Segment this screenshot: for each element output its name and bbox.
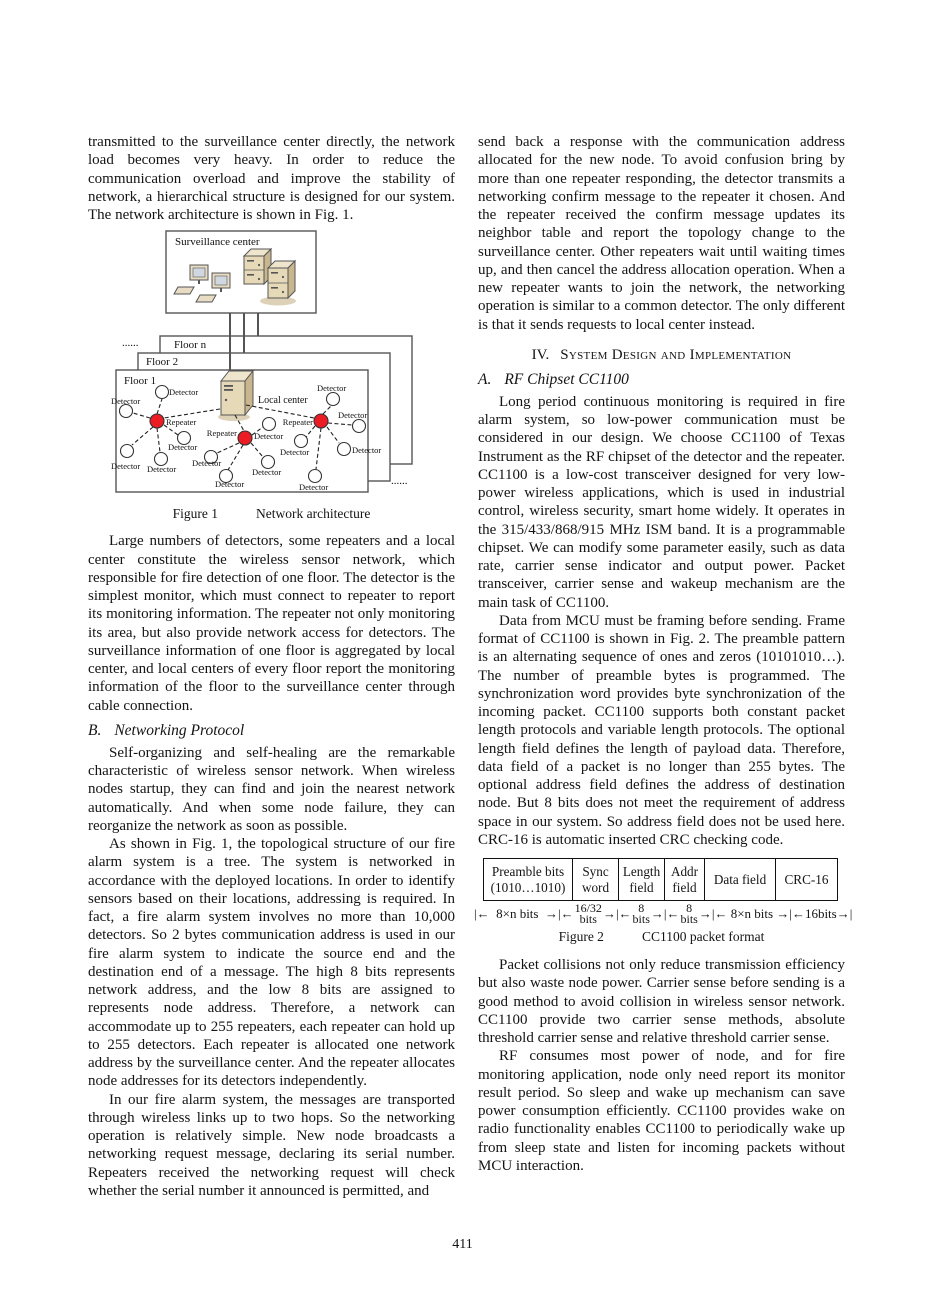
packet-format-table <box>483 858 838 901</box>
page-number: 411 <box>452 1237 473 1252</box>
field-length: Length field <box>618 859 664 900</box>
repeater-label: Repeater <box>206 428 237 439</box>
paragraph: Long period continuous monitoring is required in fire alarm system, so low-power communication must be considered in our design. We choose CC1100 of Texas Instrument as the RF chipset of the detector and the repeater. CC1100 is a low-cost transceiver designed for very low-power wireless applications, which is used in industrial control, wireless security, smart home widely. It operates in the 315/433/868/915 MHz ISM band. It is a programmable chipset. We can modify some parameter easily, such as data rate, carrier sense indicator and output power. Packet transceiver, carrier sense and wakeup mechanism are the main task of CC1100. <box>478 393 845 611</box>
bits-sync: ← 16/32 bits →| <box>560 901 619 926</box>
figure-1-network-architecture <box>108 229 453 501</box>
detector-label: Detector <box>280 447 310 458</box>
paragraph: Self-organizing and self-healing are the remarkable characteristic of wireless sensor network. When wireless nodes startup, they can find and join the nearest network automatically. And when some node failure, they can reorganize the network as soon as possible. <box>88 744 455 834</box>
detector-label: Detector <box>111 396 141 407</box>
surveillance-center-label: Surveillance center <box>175 236 260 249</box>
subsection-a-heading <box>478 371 845 389</box>
detector-node <box>327 393 340 406</box>
repeater-node <box>314 414 328 428</box>
paragraph: send back a response with the communication address allocated for the new node. To avoid confusion bring by more than one repeater responding, the detector transmits a networking confirm message to the repeater it chosen. And the repeater received the confirm message updates its neighbor table and report the topology change to the surveillance center. Other repeaters wait until waiting times up, and then cancel the address allocation operation. When a new repeater wants to join the network, the networking operation is similar to a common detector. The only different is that it sends requests to local center instead. <box>478 134 845 333</box>
detector-node <box>309 470 322 483</box>
field-data: Data field <box>704 859 775 900</box>
detector-label: Detector <box>215 479 245 490</box>
paragraph: RF consumes most power of node, and for fire monitoring application, node only need report its monitor result period. So sleep and wake up mechanism can save power consumption efficiently. CC1100 provides wake on radio functionality enables CC1100 to periodically wake up from sleep state and listen for incoming packets without MCU interaction. <box>478 1048 845 1174</box>
detector-node <box>121 445 134 458</box>
subsection-a-title: RF Chipset CC1100 <box>504 370 629 388</box>
subsection-b-title: Networking Protocol <box>114 721 245 739</box>
ellipsis-floors: ...... <box>391 475 408 488</box>
bit-width-annotations <box>474 901 853 926</box>
detector-label: Detector <box>252 467 282 478</box>
paragraph: In our fire alarm system, the messages are transported through wireless links up to two hops. So the networking operation is relatively simple. New node broadcasts a networking request message, declaring its serial number. Repeaters received the networking request will check whether the serial number it announced is permitted, and <box>88 1091 455 1199</box>
section-iv-heading <box>478 347 845 364</box>
subsection-b-letter: B. <box>88 721 102 739</box>
paragraph: Data from MCU must be framing before sending. Frame format of CC1100 is shown in Fig. 2. The preamble pattern is an alternating sequence of ones and zeros (10101010…). The number of preamble bytes is programmed. The synchronization word provides byte synchronization of the incoming packet. CC1100 supports both constant packet length protocols and variable length protocols. The optional length field defines the length of payload data. Therefore, data field of a packet is no longer than 255 bytes. The optional address field defines the address of destination node. But 8 bits does not meet the requirement of address space in our system. So address field does not be used here. CRC-16 is automatic inserted CRC checking code. <box>478 612 845 848</box>
detector-node <box>263 418 276 431</box>
subsection-a-letter: A. <box>478 370 492 388</box>
bits-data: ← 8×n bits →| <box>714 905 792 921</box>
floor-1-label: Floor 1 <box>124 375 157 388</box>
field-crc16: CRC-16 <box>775 859 837 900</box>
network-architecture-diagram <box>108 229 453 501</box>
field-addr: Addr field <box>664 859 704 900</box>
field-sync-word: Sync word <box>572 859 618 900</box>
left-column <box>88 133 455 1200</box>
repeater-label: Repeater <box>166 417 197 428</box>
detector-label: Detector <box>192 458 222 469</box>
detector-node <box>120 405 133 418</box>
detector-label: Detector <box>111 461 141 472</box>
detector-node <box>338 443 351 456</box>
detector-node <box>295 435 308 448</box>
repeater-node <box>238 431 252 445</box>
paragraph: transmitted to the surveillance center directly, the network load becomes very heavy. In order to reduce the communication overload and improve the stability of network, a hierarchical structure is designed for our system. The network architecture is shown in Fig. 1. <box>88 134 455 223</box>
detector-label: Detector <box>168 442 198 453</box>
detector-node <box>156 386 169 399</box>
right-column <box>474 133 853 1175</box>
bits-length: ← 8 bits →| <box>618 901 667 926</box>
detector-label: Detector <box>338 410 368 421</box>
figure-1-caption-label: Figure 1 <box>172 506 219 522</box>
floor-n-label: Floor n <box>174 339 207 352</box>
figure-2-caption-label: Figure 2 <box>558 929 604 944</box>
detector-label: Detector <box>352 445 382 456</box>
detector-label: Detector <box>147 464 177 475</box>
ellipsis-floors: ...... <box>122 337 139 350</box>
detector-label: Detector <box>317 383 347 394</box>
detector-label: Detector <box>254 431 284 442</box>
section-iv-numeral: IV. <box>531 346 550 363</box>
bits-crc: ← 16bits →| <box>791 905 853 921</box>
field-preamble: Preamble bits (1010…1010) <box>490 864 566 895</box>
figure-1-caption-text: Network architecture <box>256 506 371 522</box>
paragraph: Packet collisions not only reduce transmission efficiency but also waste node power. Carrier sense before sending is a good method to avoid collision in wireless sensor network. CC1100 provide two carrier sense methods, absolute threshold carrier sense and relative threshold carrier sense. <box>478 957 845 1046</box>
figure-2-caption <box>478 929 845 945</box>
floor-2-label: Floor 2 <box>146 356 179 369</box>
figure-1-caption <box>88 506 455 522</box>
bits-addr: ← 8 bits →| <box>666 901 715 926</box>
detector-label: Detector <box>299 482 329 493</box>
subsection-b-heading <box>88 722 455 740</box>
bits-preamble: |← 8×n bits →| <box>474 905 561 921</box>
repeater-label: Repeater <box>282 417 313 428</box>
paragraph: As shown in Fig. 1, the topological structure of our fire alarm system is a tree. The system is networked in accordance with the deployed locations. In order to identify sensors based on their locations, addressing is required. In fact, a fire alarm system involves no more than 10,000 detectors. So 2 bytes communication address is used in our fire alarm system to indicate the source end and the destination end of a message. The high 8 bits represents network address, and the low 8 bits are assigned to represents node address. Therefore, a network can accommodate up to 255 repeaters, each repeater can hold up to 255 detectors. Each repeater is allocated one network address by the surveillance center. And the repeater allocates node addresses for its detectors independently. <box>88 836 455 1090</box>
local-center-label: Local center <box>258 395 308 407</box>
section-iv-title: System Design and Implementation <box>560 346 792 363</box>
detector-label: Detector <box>169 387 199 398</box>
detector-node <box>353 420 366 433</box>
repeater-node <box>150 414 164 428</box>
figure-2-caption-text: CC1100 packet format <box>641 929 765 944</box>
figure-2-packet-format <box>474 858 853 945</box>
paragraph: Large numbers of detectors, some repeaters and a local center constitute the wireless sensor network, which responsible for fire detection of one floor. The detector is the simplest monitor, which must connect to repeater to report its monitoring information. The repeater not only monitoring its area, but also provide network access for detectors. The surveillance information of one floor is aggregated by local center, and local centers of every floor report the monitoring information of the floor to the surveillance center through cable connection. <box>88 533 455 714</box>
